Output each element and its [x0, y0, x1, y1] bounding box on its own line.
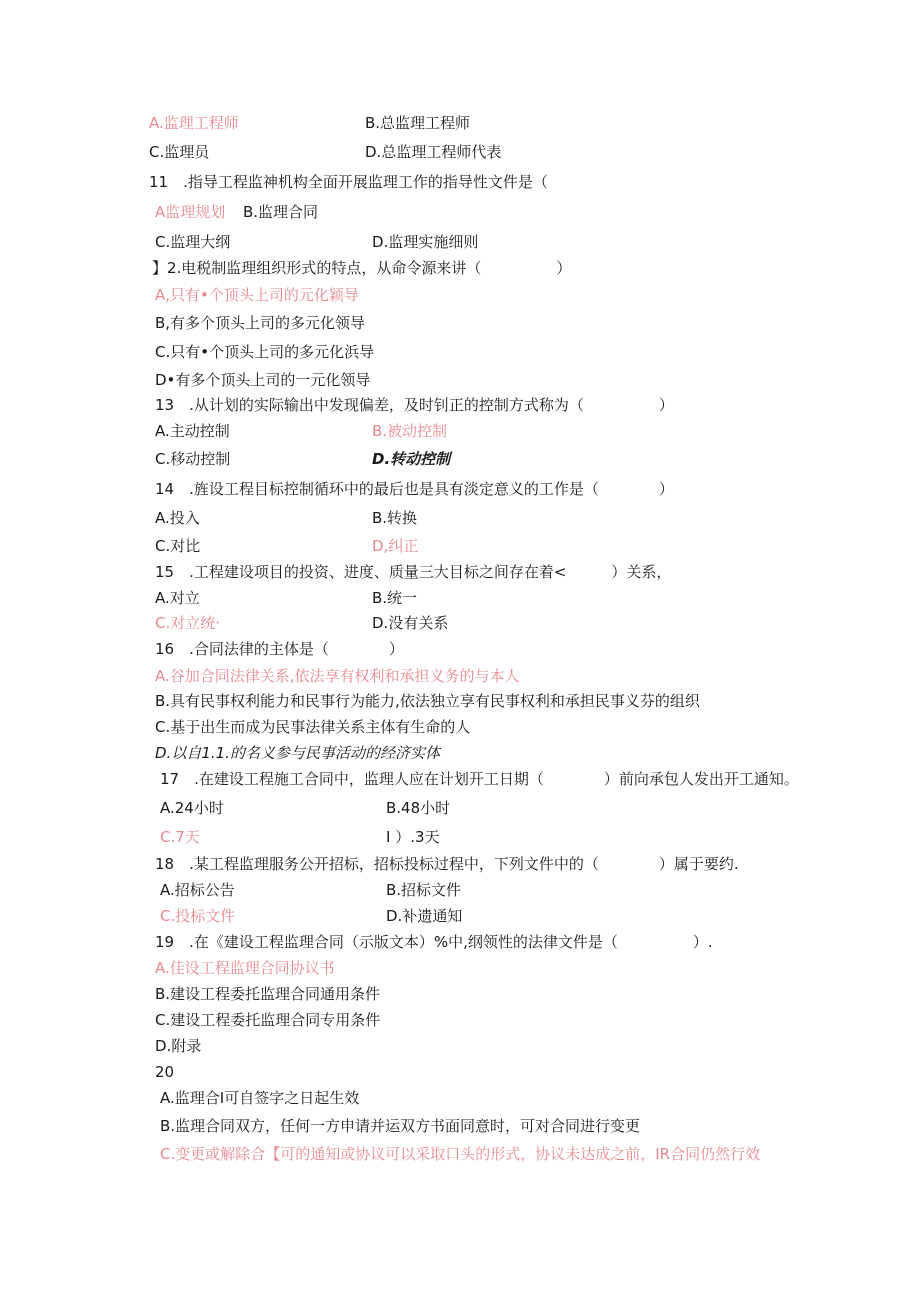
option-a-answer: A,只有•个顶头上司的元化颖导	[155, 286, 359, 304]
question-14: 14 .旌设工程目标控制循环中的最后也是具有淡定意义的工作是（ ）	[155, 480, 674, 498]
question-16: 16 .合同法律的主体是（ ）	[155, 640, 404, 658]
option-c: C.基于出生而成为民事法律关系主体有生命的人	[155, 718, 471, 736]
option-d: D.以自1.1.的名义参与民事活动的经济实体	[155, 744, 440, 762]
option-a: A.对立	[155, 589, 200, 607]
option-b: B.统一	[372, 589, 418, 607]
option-a: A.监理合I可自签字之日起生效	[160, 1089, 360, 1107]
option-c: C.建设工程委托监理合同专用条件	[155, 1011, 381, 1029]
question-15: 15 .工程建设项目的投资、进度、质量三大目标之间存在着< ）关系，	[155, 563, 672, 581]
option-a-answer: A.监理工程师	[149, 114, 239, 132]
option-d: D•有多个顶头上司的一元化领导	[155, 371, 371, 389]
option-b: B.总监理工程师	[365, 114, 471, 132]
question-11: 11 .指导工程监神机构全面开展监理工作的指导性文件是（	[149, 173, 548, 191]
option-b: B.具有民事权利能力和民事行为能力,依法独立享有民事权利和承担民事义芬的组织	[155, 692, 700, 710]
option-a: A.主动控制	[155, 422, 230, 440]
option-b: B.监理合同双方，任何一方申请并运双方书面同意时，可对合同进行变更	[160, 1117, 641, 1135]
option-c: C.对比	[155, 537, 201, 555]
option-c: C.只有•个顶头上司的多元化浜导	[155, 343, 375, 361]
option-b-answer: B.被动控制	[372, 422, 448, 440]
option-a: A.投入	[155, 509, 200, 527]
option-c-answer: C.变更或解除合【可的通知或协议可以采取口头的形式，协议未达成之前，IR合同仍然行效	[160, 1145, 761, 1163]
option-d: D.附录	[155, 1037, 202, 1055]
question-17: 17 .在建设工程施工合同中，监理人应在计划开工日期（ ）前向承包人发出开工通知。	[160, 770, 799, 788]
option-d: D.监理实施细则	[372, 233, 479, 251]
option-c-answer: C.7天	[160, 828, 200, 846]
option-a-answer: A.佳设工程监理合同协议书	[155, 959, 335, 977]
option-a-answer: A.谷加合同法律关系,依法享有权利和承担义务的与本人	[155, 667, 520, 685]
option-d: D.补遗通知	[386, 907, 463, 925]
option-c: C.监理员	[149, 143, 210, 161]
option-a: A.招标公告	[160, 881, 235, 899]
option-b: B.转换	[372, 509, 418, 527]
option-c-answer: C.对立统·	[155, 614, 221, 632]
question-18: 18 .某工程监理服务公开招标，招标投标过程中，下列文件中的（ ）属于要约.	[155, 855, 739, 873]
option-b: B.招标文件	[386, 881, 462, 899]
option-b: B,有多个顶头上司的多元化领导	[155, 314, 366, 332]
option-c: C.移动控制	[155, 450, 231, 468]
option-d: D.转动控制	[372, 450, 451, 468]
question-19: 19 .在《建设工程监理合同（示版文本）%中,纲领性的法律文件是（ ）.	[155, 933, 713, 951]
option-d: I ）.3天	[386, 828, 440, 846]
option-c-answer: C.投标文件	[160, 907, 236, 925]
option-a: A.24小时	[160, 799, 224, 817]
question-13: 13 .从计划的实际输出中发现偏差，及时钊正的控制方式称为（ ）	[155, 396, 674, 414]
question-20: 20	[155, 1063, 175, 1081]
option-b: B.建设工程委托监理合同通用条件	[155, 985, 381, 1003]
option-c: C.监理大纲	[155, 233, 231, 251]
option-d: D.总监理工程师代表	[365, 143, 502, 161]
option-b: B.监理合同	[243, 203, 319, 221]
option-a-answer: A监理规划	[155, 203, 226, 221]
option-d-answer: D,纠正	[372, 537, 419, 555]
option-d: D.没有关系	[372, 614, 449, 632]
option-b: B.48小时	[386, 799, 451, 817]
question-12: 】2.电税制监理组织形式的特点，从命令源来讲（ ）	[152, 259, 572, 277]
